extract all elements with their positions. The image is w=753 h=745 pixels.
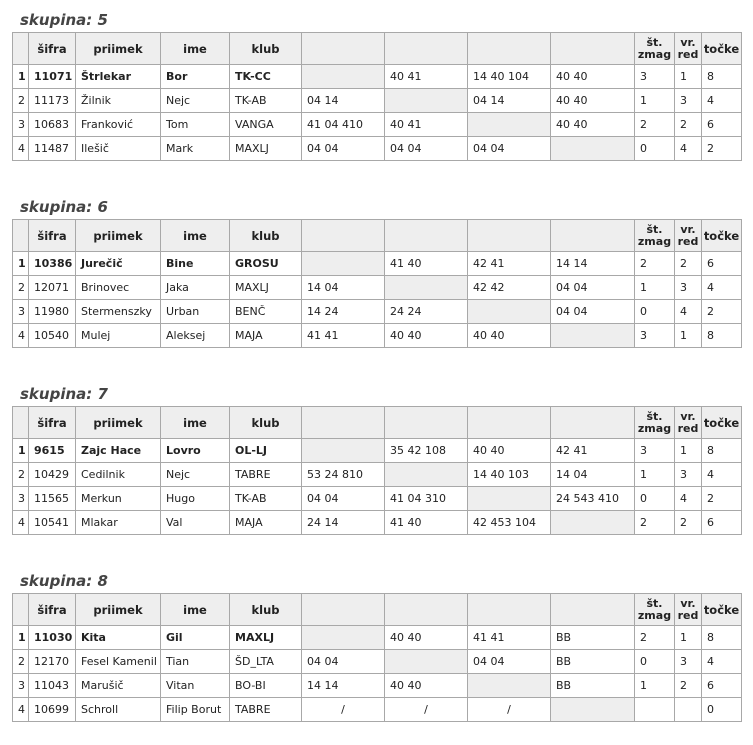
cell-klub: BENČ [230,300,302,324]
cell-vr-red: 2 [675,511,702,535]
cell-st-zmag: 1 [635,276,675,300]
cell-st-zmag: 0 [635,487,675,511]
header-result-column [302,594,385,626]
cell-ime: Aleksej [161,324,230,348]
table-row [13,674,742,698]
header-priimek: priimek [76,594,161,626]
header-result-column [468,220,551,252]
header-row [13,594,742,626]
cell-vr-red: 4 [675,487,702,511]
cell-result: 14 14 [302,674,385,698]
cell-tocke: 2 [702,137,742,161]
table-row [13,113,742,137]
cell-result: 04 14 [302,89,385,113]
table-row [13,137,742,161]
group-title: skupina: 8 [20,572,108,590]
cell-priimek: Brinovec [76,276,161,300]
cell-priimek: Žilnik [76,89,161,113]
cell-index: 4 [13,698,29,722]
header-vr-red-line1: vr. [680,409,696,423]
cell-klub: MAXLJ [230,626,302,650]
cell-result: 14 40 104 [468,65,551,89]
header-klub: klub [230,33,302,65]
cell-result: 40 41 [385,65,468,89]
cell-priimek: Schroll [76,698,161,722]
cell-klub: TK-AB [230,487,302,511]
cell-vr-red: 2 [675,252,702,276]
header-result-column [551,594,635,626]
cell-st-zmag: 3 [635,324,675,348]
header-st-zmag-line2: zmag [637,421,672,435]
cell-result: 42 42 [468,276,551,300]
cell-priimek: Mulej [76,324,161,348]
cell-result: 40 40 [468,439,551,463]
group-section [12,569,741,722]
cell-sifra: 11980 [29,300,76,324]
cell-vr-red: 4 [675,300,702,324]
cell-index: 2 [13,650,29,674]
cell-result: 24 14 [302,511,385,535]
table-row [13,276,742,300]
cell-result: 04 04 [302,650,385,674]
table-row [13,300,742,324]
header-ime: ime [161,594,230,626]
header-vr-red-line1: vr. [680,222,696,236]
group-section [12,382,741,535]
cell-ime: Urban [161,300,230,324]
cell-result: 41 04 310 [385,487,468,511]
header-st-zmag-line1: št. [646,409,663,423]
cell-result-self [385,463,468,487]
header-ime: ime [161,33,230,65]
cell-ime: Nejc [161,89,230,113]
cell-vr-red: 3 [675,463,702,487]
cell-st-zmag: 1 [635,463,675,487]
cell-index: 2 [13,276,29,300]
cell-priimek: Mlakar [76,511,161,535]
cell-st-zmag: 0 [635,137,675,161]
header-sifra: šifra [29,220,76,252]
cell-result: 35 42 108 [385,439,468,463]
cell-result: / [302,698,385,722]
cell-result: 40 40 [551,65,635,89]
cell-priimek: Ilešič [76,137,161,161]
header-vr-red-line1: vr. [680,596,696,610]
cell-tocke: 8 [702,439,742,463]
header-priimek: priimek [76,407,161,439]
header-klub: klub [230,220,302,252]
header-row [13,407,742,439]
cell-index: 3 [13,300,29,324]
table-row [13,252,742,276]
cell-tocke: 2 [702,300,742,324]
standings-table [12,406,742,535]
cell-vr-red: 1 [675,626,702,650]
cell-sifra: 11487 [29,137,76,161]
cell-klub: MAJA [230,324,302,348]
header-index [13,407,29,439]
header-vr-red [675,33,702,65]
cell-result-self [551,511,635,535]
cell-vr-red [675,698,702,722]
header-klub: klub [230,594,302,626]
group-section [12,195,741,348]
header-result-column [302,220,385,252]
header-st-zmag-line2: zmag [637,608,672,622]
cell-result: 41 41 [468,626,551,650]
header-vr-red [675,594,702,626]
cell-result: 41 04 410 [302,113,385,137]
table-row [13,511,742,535]
cell-result: 41 41 [302,324,385,348]
cell-klub: BO-BI [230,674,302,698]
cell-st-zmag: 3 [635,65,675,89]
cell-index: 1 [13,626,29,650]
header-result-column [468,594,551,626]
cell-result: 04 04 [551,276,635,300]
cell-result: / [468,698,551,722]
cell-sifra: 10386 [29,252,76,276]
cell-result-self [302,626,385,650]
header-result-column [302,407,385,439]
group-title: skupina: 6 [20,198,108,216]
header-vr-red [675,407,702,439]
cell-sifra: 11565 [29,487,76,511]
group-section [12,8,741,161]
cell-vr-red: 1 [675,324,702,348]
cell-index: 3 [13,487,29,511]
cell-tocke: 6 [702,252,742,276]
cell-ime: Nejc [161,463,230,487]
cell-result-self [551,698,635,722]
cell-result: 40 40 [551,113,635,137]
header-result-column [385,33,468,65]
cell-result: 14 40 103 [468,463,551,487]
cell-result: 04 04 [302,487,385,511]
cell-sifra: 9615 [29,439,76,463]
cell-klub: MAXLJ [230,137,302,161]
header-tocke: točke [702,33,742,65]
cell-vr-red: 3 [675,276,702,300]
cell-klub: MAXLJ [230,276,302,300]
table-row [13,698,742,722]
cell-tocke: 6 [702,113,742,137]
cell-ime: Vitan [161,674,230,698]
cell-index: 4 [13,511,29,535]
standings-table [12,593,742,722]
cell-sifra: 12071 [29,276,76,300]
cell-st-zmag: 3 [635,439,675,463]
header-st-zmag-line1: št. [646,596,663,610]
cell-priimek: Zajc Hace [76,439,161,463]
cell-klub: MAJA [230,511,302,535]
header-sifra: šifra [29,407,76,439]
header-index [13,594,29,626]
header-result-column [468,407,551,439]
cell-tocke: 4 [702,276,742,300]
cell-vr-red: 1 [675,439,702,463]
header-result-column [468,33,551,65]
cell-sifra: 10683 [29,113,76,137]
cell-klub: VANGA [230,113,302,137]
header-index [13,220,29,252]
cell-result: 04 04 [302,137,385,161]
cell-tocke: 4 [702,89,742,113]
cell-ime: Lovro [161,439,230,463]
cell-result: BB [551,626,635,650]
cell-result: 42 41 [468,252,551,276]
cell-klub: TK-CC [230,65,302,89]
cell-tocke: 4 [702,650,742,674]
cell-st-zmag: 2 [635,511,675,535]
cell-ime: Filip Borut [161,698,230,722]
table-row [13,626,742,650]
header-st-zmag-line1: št. [646,222,663,236]
cell-sifra: 10429 [29,463,76,487]
table-row [13,463,742,487]
cell-sifra: 11071 [29,65,76,89]
standings-table [12,219,742,348]
cell-result: BB [551,674,635,698]
cell-index: 1 [13,439,29,463]
cell-ime: Gil [161,626,230,650]
header-result-column [385,594,468,626]
cell-st-zmag [635,698,675,722]
cell-vr-red: 1 [675,65,702,89]
header-sifra: šifra [29,594,76,626]
header-priimek: priimek [76,33,161,65]
cell-result-self [468,300,551,324]
cell-ime: Val [161,511,230,535]
cell-result: 41 40 [385,511,468,535]
cell-result: 40 40 [385,626,468,650]
cell-index: 2 [13,89,29,113]
cell-result: 04 04 [468,137,551,161]
cell-tocke: 6 [702,674,742,698]
header-index [13,33,29,65]
cell-result: 40 40 [551,89,635,113]
cell-result: 42 41 [551,439,635,463]
header-ime: ime [161,407,230,439]
header-row [13,220,742,252]
cell-index: 2 [13,463,29,487]
header-tocke: točke [702,220,742,252]
cell-ime: Bine [161,252,230,276]
header-result-column [551,33,635,65]
cell-result: BB [551,650,635,674]
header-klub: klub [230,407,302,439]
cell-result: 04 04 [551,300,635,324]
cell-tocke: 4 [702,463,742,487]
cell-priimek: Cedilnik [76,463,161,487]
cell-result-self [302,65,385,89]
cell-priimek: Fesel Kamenil [76,650,161,674]
cell-vr-red: 2 [675,674,702,698]
header-st-zmag [635,594,675,626]
cell-result: 40 40 [385,674,468,698]
header-sifra: šifra [29,33,76,65]
cell-ime: Bor [161,65,230,89]
table-row [13,650,742,674]
cell-vr-red: 2 [675,113,702,137]
header-tocke: točke [702,594,742,626]
cell-result: 40 40 [385,324,468,348]
cell-klub: TABRE [230,698,302,722]
cell-klub: TK-AB [230,89,302,113]
cell-st-zmag: 0 [635,650,675,674]
cell-result-self [551,137,635,161]
cell-index: 1 [13,252,29,276]
cell-result: / [385,698,468,722]
cell-result-self [468,113,551,137]
header-result-column [551,220,635,252]
cell-priimek: Stermenszky [76,300,161,324]
cell-sifra: 10699 [29,698,76,722]
cell-vr-red: 3 [675,650,702,674]
group-title: skupina: 5 [20,11,108,29]
cell-result: 14 24 [302,300,385,324]
header-ime: ime [161,220,230,252]
cell-sifra: 10541 [29,511,76,535]
cell-st-zmag: 1 [635,674,675,698]
cell-vr-red: 4 [675,137,702,161]
cell-result-self [551,324,635,348]
header-st-zmag-line2: zmag [637,47,672,61]
cell-tocke: 0 [702,698,742,722]
cell-result: 40 40 [468,324,551,348]
cell-result: 14 14 [551,252,635,276]
cell-tocke: 6 [702,511,742,535]
header-result-column [385,220,468,252]
cell-tocke: 8 [702,626,742,650]
table-row [13,487,742,511]
header-st-zmag [635,33,675,65]
cell-priimek: Kita [76,626,161,650]
cell-result: 24 543 410 [551,487,635,511]
table-row [13,439,742,463]
header-st-zmag [635,407,675,439]
cell-klub: ŠD_LTA [230,650,302,674]
cell-ime: Mark [161,137,230,161]
header-vr-red-line1: vr. [680,35,696,49]
cell-result-self [468,487,551,511]
cell-ime: Tom [161,113,230,137]
cell-result: 24 24 [385,300,468,324]
header-st-zmag-line2: zmag [637,234,672,248]
cell-st-zmag: 2 [635,252,675,276]
cell-result: 42 453 104 [468,511,551,535]
cell-klub: TABRE [230,463,302,487]
standings-table [12,32,742,161]
cell-ime: Hugo [161,487,230,511]
table-row [13,324,742,348]
cell-result: 04 14 [468,89,551,113]
cell-result: 53 24 810 [302,463,385,487]
cell-result-self [302,439,385,463]
cell-st-zmag: 2 [635,626,675,650]
cell-index: 1 [13,65,29,89]
cell-result-self [302,252,385,276]
cell-klub: OL-LJ [230,439,302,463]
cell-priimek: Štrlekar [76,65,161,89]
cell-tocke: 2 [702,487,742,511]
cell-priimek: Franković [76,113,161,137]
cell-ime: Jaka [161,276,230,300]
cell-sifra: 11173 [29,89,76,113]
cell-sifra: 12170 [29,650,76,674]
cell-index: 4 [13,137,29,161]
cell-result-self [385,276,468,300]
cell-st-zmag: 0 [635,300,675,324]
cell-tocke: 8 [702,65,742,89]
table-row [13,65,742,89]
cell-result: 40 41 [385,113,468,137]
cell-index: 3 [13,674,29,698]
cell-sifra: 11030 [29,626,76,650]
cell-priimek: Marušič [76,674,161,698]
cell-result: 04 04 [385,137,468,161]
cell-st-zmag: 1 [635,89,675,113]
cell-tocke: 8 [702,324,742,348]
cell-result-self [385,89,468,113]
header-row [13,33,742,65]
header-priimek: priimek [76,220,161,252]
group-title: skupina: 7 [20,385,108,403]
cell-index: 4 [13,324,29,348]
cell-result: 14 04 [302,276,385,300]
cell-result-self [385,650,468,674]
header-result-column [302,33,385,65]
table-row [13,89,742,113]
cell-sifra: 11043 [29,674,76,698]
header-vr-red [675,220,702,252]
header-st-zmag-line1: št. [646,35,663,49]
header-result-column [551,407,635,439]
header-vr-red-line2: red [677,47,699,61]
header-tocke: točke [702,407,742,439]
cell-result-self [468,674,551,698]
header-result-column [385,407,468,439]
cell-index: 3 [13,113,29,137]
cell-vr-red: 3 [675,89,702,113]
header-vr-red-line2: red [677,421,699,435]
cell-st-zmag: 2 [635,113,675,137]
cell-sifra: 10540 [29,324,76,348]
cell-ime: Tian [161,650,230,674]
cell-priimek: Jurečič [76,252,161,276]
header-vr-red-line2: red [677,608,699,622]
cell-result: 04 04 [468,650,551,674]
cell-result: 41 40 [385,252,468,276]
cell-priimek: Merkun [76,487,161,511]
cell-klub: GROSU [230,252,302,276]
header-vr-red-line2: red [677,234,699,248]
cell-result: 14 04 [551,463,635,487]
header-st-zmag [635,220,675,252]
